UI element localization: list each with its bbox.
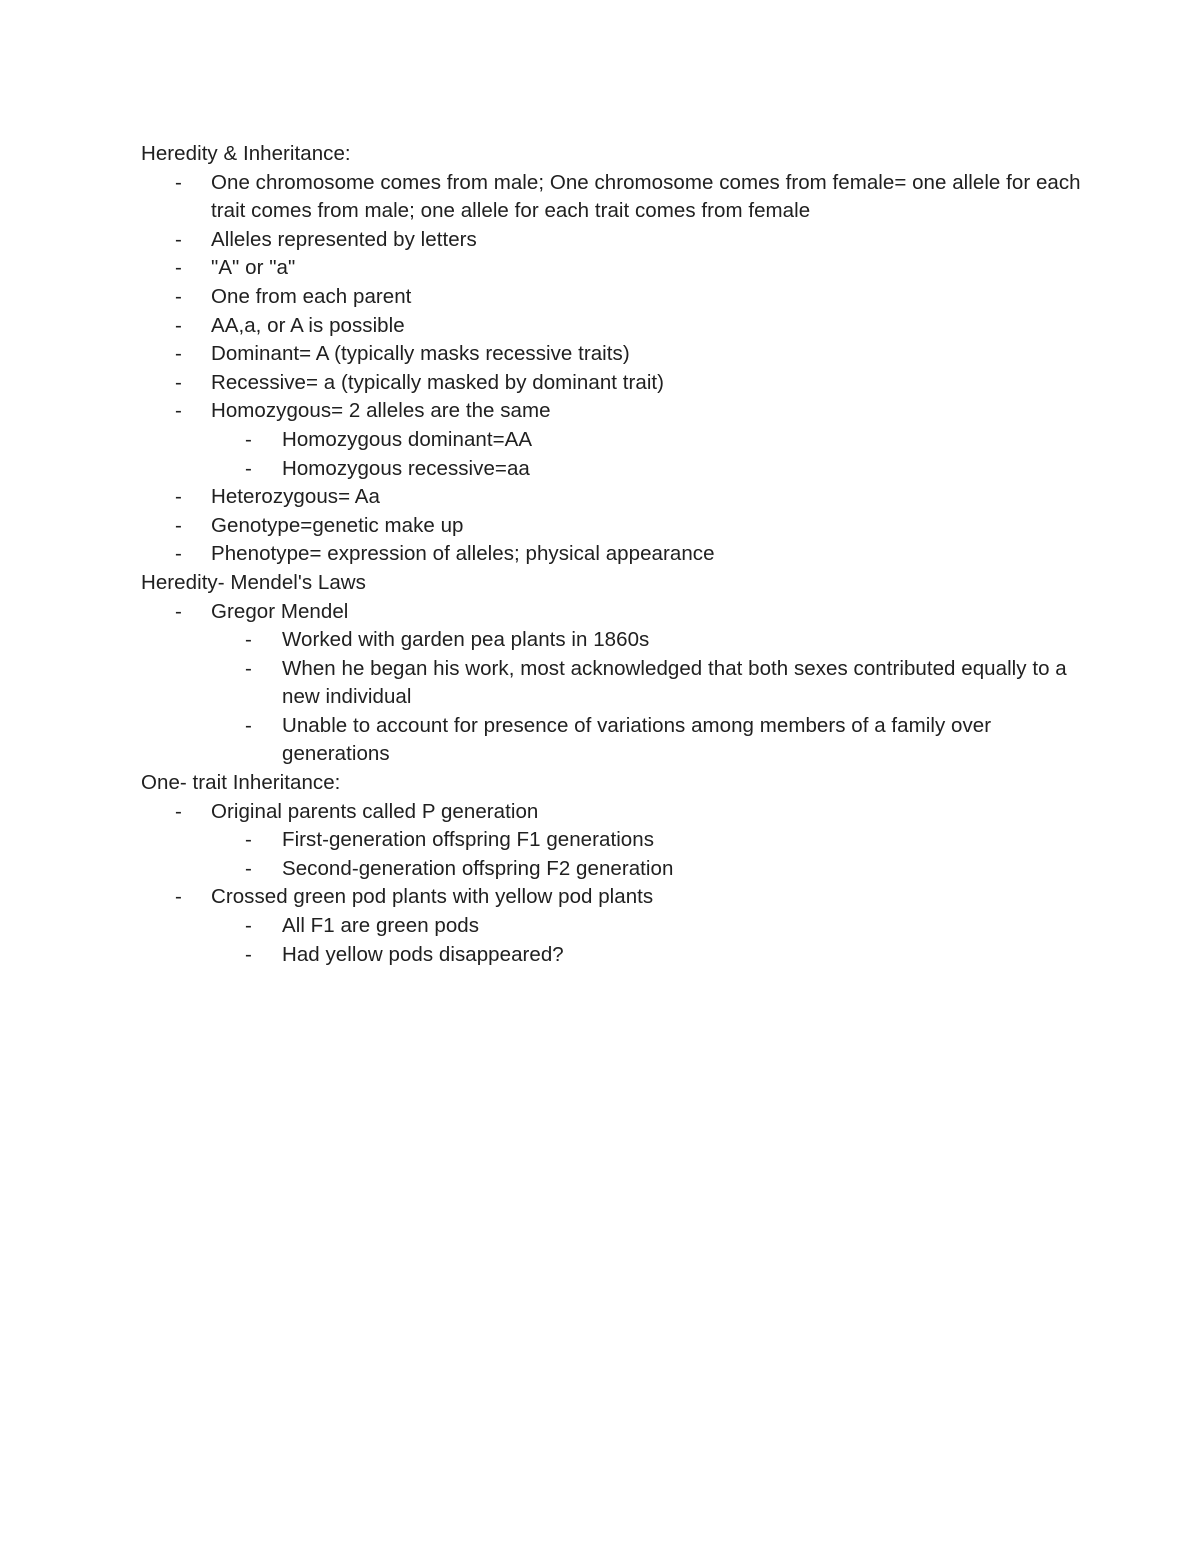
list-item [141,598,1081,770]
sub-list-item-text: Second-generation offspring F2 generation [282,856,674,880]
sub-list-item-text: Had yellow pods disappeared? [282,942,564,966]
list-item-text: Dominant= A (typically masks recessive traits) [211,342,630,366]
sub-list-item [211,941,1081,970]
section-heading: Heredity- Mendel's Laws [141,570,366,594]
dash-bullet: - [175,599,182,623]
section-heading: Heredity & Inheritance: [141,142,351,165]
dash-bullet: - [175,399,182,423]
sub-list-item-text: Homozygous dominant=AA [282,427,533,451]
dash-bullet: - [245,656,252,680]
list-item [141,397,1081,483]
list-item-text: Gregor Mendel [211,599,349,623]
list-item-text: Original parents called P generation [211,799,539,823]
dash-bullet: - [245,856,252,880]
list-item [141,340,1081,369]
list-item-text: Crossed green pod plants with yellow pod plants [211,885,654,909]
sub-list-item [211,626,1081,655]
list-item [141,798,1081,884]
list-item-text: Heterozygous= Aa [211,485,380,509]
list-item [141,226,1081,255]
dash-bullet: - [175,370,182,394]
list-item-text: AA,a, or A is possible [211,313,405,337]
sub-bullet-list [211,826,1081,883]
sub-list-item [211,826,1081,855]
dash-bullet: - [175,542,182,566]
sub-list-item-text: Worked with garden pea plants in 1860s [282,628,650,652]
list-item [141,169,1081,226]
list-item-text: Genotype=genetic make up [211,513,464,537]
list-item-text: Alleles represented by letters [211,227,477,251]
list-item [141,883,1081,969]
sub-list-item-text: When he began his work, most acknowledged that both sexes contributed equally to a new individual [282,656,1067,709]
section-heading: One- trait Inheritance: [141,771,341,795]
sub-list-item [211,855,1081,884]
sub-list-item [211,455,1081,484]
dash-bullet: - [175,313,182,337]
list-item-text: Homozygous= 2 alleles are the same [211,399,551,423]
dash-bullet: - [175,284,182,308]
dash-bullet: - [175,513,182,537]
dash-bullet: - [245,427,252,451]
dash-bullet: - [175,256,182,280]
sub-bullet-list [211,426,1081,483]
dash-bullet: - [245,914,252,938]
bullet-list [141,798,1081,970]
dash-bullet: - [175,170,182,194]
dash-bullet: - [175,227,182,251]
list-item-text: Recessive= a (typically masked by dominant trait) [211,370,665,394]
list-item-text: "A" or "a" [211,256,296,280]
dash-bullet: - [245,828,252,852]
dash-bullet: - [245,713,252,737]
sub-list-item [211,655,1081,712]
dash-bullet: - [175,485,182,509]
sub-list-item-text: Homozygous recessive=aa [282,456,530,480]
sub-list-item-text: All F1 are green pods [282,914,480,938]
sub-list-item-text: First-generation offspring F1 generations [282,828,655,852]
list-item [141,312,1081,341]
dash-bullet: - [175,799,182,823]
sub-bullet-list [211,626,1081,769]
dash-bullet: - [175,342,182,366]
list-item [141,369,1081,398]
dash-bullet: - [175,885,182,909]
list-item [141,540,1081,569]
list-item [141,283,1081,312]
list-item-text: One from each parent [211,284,412,308]
sub-list-item [211,912,1081,941]
dash-bullet: - [245,456,252,480]
dash-bullet: - [245,628,252,652]
list-item [141,483,1081,512]
dash-bullet: - [245,942,252,966]
list-item-text: Phenotype= expression of alleles; physical appearance [211,542,715,566]
notes-body [141,140,1081,969]
sub-list-item [211,712,1081,769]
sub-bullet-list [211,912,1081,969]
list-item [141,512,1081,541]
sub-list-item-text: Unable to account for presence of variations among members of a family over generations [282,713,992,766]
list-item [141,254,1081,283]
list-item-text: One chromosome comes from male; One chromosome comes from female= one allele for each trait comes from male; one allele for each trait comes from female [211,170,1081,223]
bullet-list [141,598,1081,770]
bullet-list [141,169,1081,569]
sub-list-item [211,426,1081,455]
